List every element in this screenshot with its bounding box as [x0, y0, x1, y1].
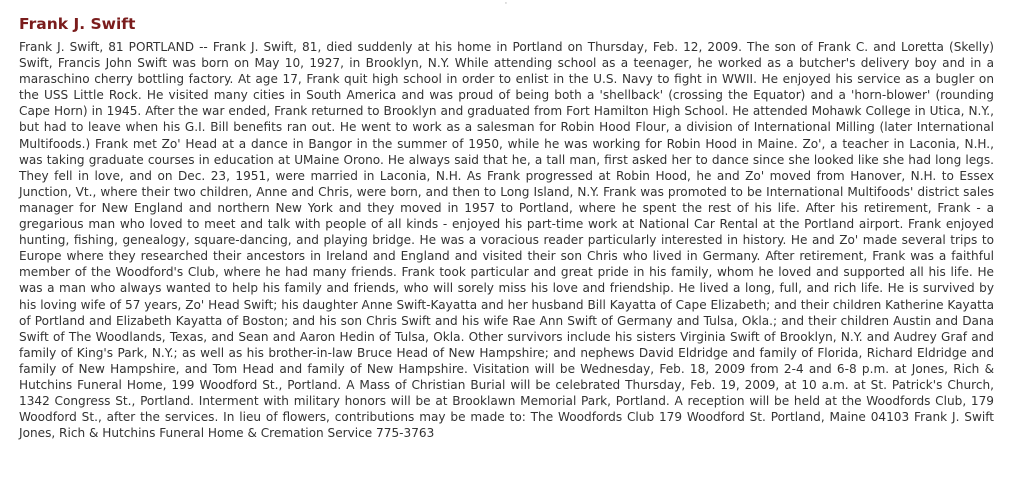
stray-mark: ' [505, 1, 507, 9]
obituary-body: Frank J. Swift, 81 PORTLAND -- Frank J. Swift, 81, died suddenly at his home in Portland on Thursday, Feb. 12, 2009. The son of Frank C. and Loretta (Skelly) Swift, Francis John Swift was born on May 10, 1927, in Brooklyn, N.Y. While attending school as a teenager, he worked as a butcher's delivery boy and in a maraschino cherry bottling factory. At age 17, Frank quit high school in order to enlist in the U.S. Navy to fight in WWII. He enjoyed his service as a bugler on the USS Little Rock. He visited many cities in South America and was proud of being both a 'shellback' (crossing the Equator) and a 'horn-blower' (rounding Cape Horn) in 1945. After the war ended, Frank returned to Brooklyn and graduated from Fort Hamilton High School. He attended Mohawk College in Utica, N.Y., but had to leave when his G.I. Bill benefits ran out. He went to work as a salesman for Robin Hood Flour, a division of International Milling (later International Multifoods.) Frank met Zo' Head at a dance in Bangor in the summer of 1950, while he was working for Robin Hood in Maine. Zo', a teacher in Laconia, N.H., was taking graduate courses in education at UMaine Orono. He always said that he, a tall man, first asked her to dance since she looked like she had long legs. They fell in love, and on Dec. 23, 1951, were married in Laconia, N.H. As Frank progressed at Robin Hood, he and Zo' moved from Hanover, N.H. to Essex Junction, Vt., where their two children, Anne and Chris, were born, and then to Long Island, N.Y. Frank was promoted to be International Multifoods' district sales manager for New England and northern New York and they moved in 1957 to Portland, where he spent the rest of his life. After his retirement, Frank - a gregarious man who loved to meet and talk with people of all kinds - enjoyed his part-time work at National Car Rental at the Portland airport. Frank enjoyed hunting, fishing, genealogy, square-dancing, and playing bridge. He was a voracious reader particularly interested in history. He and Zo' made several trips to Europe where they researched their ancestors in Ireland and England and visited their son Chris who lived in Germany. After retirement, Frank was a faithful member of the Woodford's Club, where he had many friends. Frank took particular and great pride in his family, whom he loved and supported all his life. He was a man who always wanted to help his family and friends, who will sorely miss his love and friendship. He lived a long, full, and rich life. He is survived by his loving wife of 57 years, Zo' Head Swift; his daughter Anne Swift-Kayatta and her husband Bill Kayatta of Cape Elizabeth; and their children Katherine Kayatta of Portland and Elizabeth Kayatta of Boston; and his son Chris Swift and his wife Rae Ann Swift of Germany and Tulsa, Okla.; and their children Austin and Dana Swift of The Woodlands, Texas, and Sean and Aaron Hedin of Tulsa, Okla. Other survivors include his sisters Virginia Swift of Brooklyn, N.Y. and Audrey Graf and family of King's Park, N.Y.; as well as his brother-in-law Bruce Head of New Hampshire; and nephews David Eldridge and family of Florida, Richard Eldridge and family of New Hampshire, and Tom Head and family of New Hampshire. Visitation will be Wednesday, Feb. 18, 2009 from 2-4 and 6-8 p.m. at Jones, Rich & Hutchins Funeral Home, 199 Woodford St., Portland. A Mass of Christian Burial will be celebrated Thursday, Feb. 19, 2009, at 10 a.m. at St. Patrick's Church, 1342 Congress St., Portland. Interment with military honors will be at Brooklawn Memorial Park, Portland. A reception will be held at the Woodfords Club, 179 Woodford St., after the services. In lieu of flowers, contributions may be made to: The Woodfords Club 179 Woodford St. Portland, Maine 04103 Frank J. Swift Jones, Rich & Hutchins Funeral Home & Cremation Service 775-3763 [19, 40, 994, 441]
obituary-title: Frank J. Swift [19, 15, 136, 33]
